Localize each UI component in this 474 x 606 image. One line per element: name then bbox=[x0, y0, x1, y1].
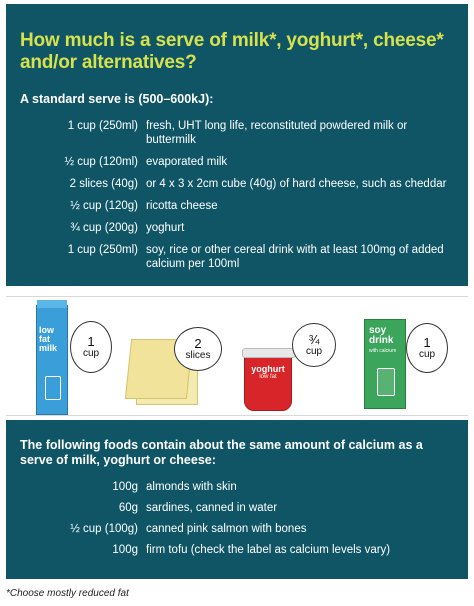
serve-description: evaporated milk bbox=[146, 156, 228, 168]
calcium-heading: The following foods contain about the same amount of calcium as a serve of milk, yoghurt or cheese: bbox=[20, 438, 423, 467]
serve-description: yoghurt bbox=[146, 222, 185, 234]
serve-amount: ¾ cup (200g) bbox=[70, 222, 138, 234]
serve-amount: 2 slices (40g) bbox=[69, 178, 138, 190]
soy-carton-icon: soy drink with calcium bbox=[364, 319, 406, 409]
calcium-info-panel bbox=[6, 420, 468, 579]
serve-info-panel bbox=[6, 4, 468, 286]
serve-row bbox=[20, 221, 458, 235]
serve-row bbox=[20, 119, 458, 147]
serve-amount: 1 cup (250ml) bbox=[67, 244, 138, 256]
soy-serve-bubble: 1 cup bbox=[406, 323, 448, 373]
calcium-list bbox=[20, 480, 458, 557]
calcium-amount: ½ cup (100g) bbox=[70, 523, 138, 535]
serve-row bbox=[20, 199, 458, 213]
page-title: How much is a serve of milk*, yoghurt*, cheese* and/or alternatives? bbox=[20, 30, 444, 73]
serve-description: fresh, UHT long life, reconstituted powdered milk or buttermilk bbox=[146, 120, 408, 146]
calcium-row bbox=[20, 543, 458, 557]
standard-serve-heading: A standard serve is (500–600kJ): bbox=[20, 92, 214, 106]
milk-serve-bubble: 1 cup bbox=[70, 321, 112, 373]
milk-carton-icon: low fat milk bbox=[36, 305, 68, 415]
serve-description: or 4 x 3 x 2cm cube (40g) of hard cheese, such as cheddar bbox=[146, 178, 447, 190]
calcium-description: sardines, canned in water bbox=[146, 502, 278, 514]
footnote: *Choose mostly reduced fat bbox=[6, 588, 129, 599]
serve-description: ricotta cheese bbox=[146, 200, 218, 212]
cheese-serve-bubble: 2 slices bbox=[174, 327, 222, 371]
calcium-description: canned pink salmon with bones bbox=[146, 523, 307, 535]
calcium-row bbox=[20, 480, 458, 494]
serve-row bbox=[20, 177, 458, 191]
serve-description: soy, rice or other cereal drink with at least 100mg of added calcium per 100ml bbox=[146, 244, 444, 270]
serve-amount: ½ cup (120ml) bbox=[64, 156, 138, 168]
serve-amount: ½ cup (120g) bbox=[70, 200, 138, 212]
calcium-description: almonds with skin bbox=[146, 481, 237, 493]
serve-row bbox=[20, 243, 458, 271]
calcium-amount: 100g bbox=[112, 481, 138, 493]
calcium-amount: 100g bbox=[112, 544, 138, 556]
serve-list bbox=[20, 119, 458, 271]
calcium-description: firm tofu (check the label as calcium levels vary) bbox=[146, 544, 391, 556]
calcium-amount: 60g bbox=[118, 502, 138, 514]
calcium-row bbox=[20, 522, 458, 536]
serve-row bbox=[20, 155, 458, 169]
serve-amount: 1 cup (250ml) bbox=[67, 120, 138, 132]
yoghurt-icon: yoghurt low fat bbox=[244, 353, 292, 411]
serve-images-strip bbox=[6, 296, 468, 416]
calcium-row bbox=[20, 501, 458, 515]
yoghurt-serve-bubble: ¾ cup bbox=[292, 323, 336, 367]
